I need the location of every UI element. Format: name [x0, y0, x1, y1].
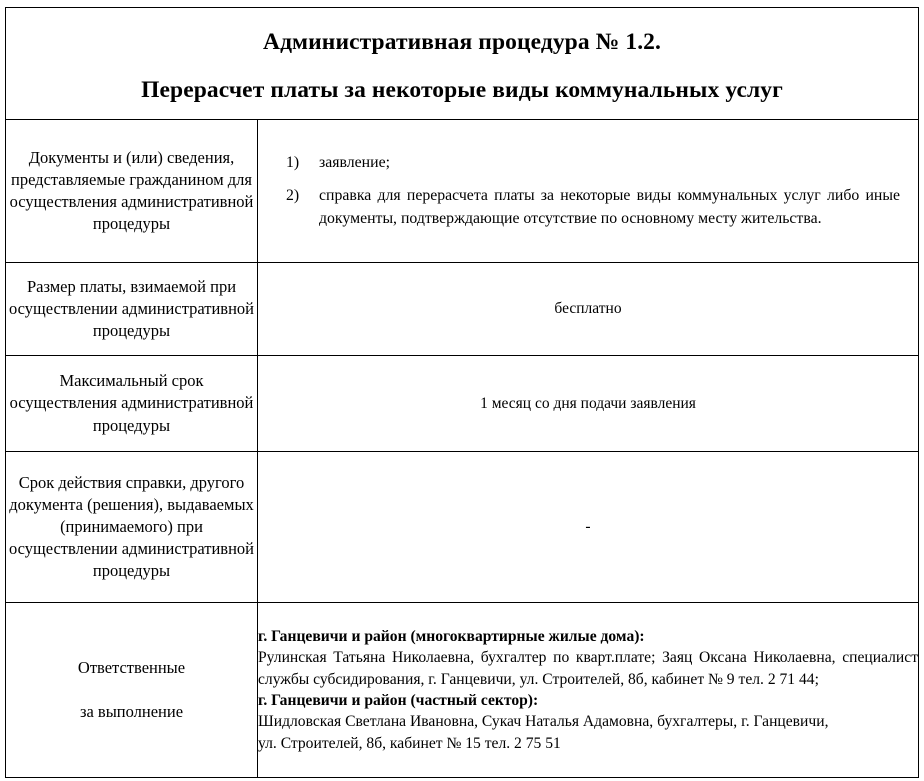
table-row: [6, 452, 919, 603]
row-value-max-term: [258, 356, 919, 452]
row-label-text-line-1: Ответственные: [77, 657, 186, 677]
table-header-row: [6, 8, 919, 120]
row-value-responsible: [258, 603, 919, 778]
list-item: справка для перерасчета платы за некоторые виды коммунальных услуг либо иные документы, подтверждающие отсутствие по основному месту жительства.: [319, 187, 901, 227]
row-label-text: Документы и (или) сведения, представляемые гражданином для осуществления административной процедуры: [9, 147, 254, 234]
document-title-cell: [6, 8, 919, 120]
table-row: [6, 120, 919, 263]
page-title: Административная процедура № 1.2.: [263, 28, 662, 55]
page-subtitle: Перерасчет платы за некоторые виды коммунальных услуг: [141, 76, 783, 103]
row-value-documents: [258, 120, 919, 263]
row-label-text: Максимальный срок осуществления административной процедуры: [9, 371, 254, 435]
row-value-fee: [258, 263, 919, 356]
table-row: [6, 603, 919, 778]
responsible-block-heading: г. Ганцевичи и район (многоквартирные жилые дома):: [258, 627, 645, 645]
row-label-validity: [6, 452, 258, 603]
row-value-validity: [258, 452, 919, 603]
validity-value: -: [585, 518, 591, 536]
table-row: [6, 356, 919, 452]
max-term-value: 1 месяц со дня подачи заявления: [480, 394, 696, 412]
responsible-block-body: Рулинская Татьяна Николаевна, бухгалтер по кварт.плате; Заяц Оксана Николаевна, специалист службы субсидирования, г. Ганцевичи, ул. Строителей, 8б, кабинет № 9 тел. 2 71 44;: [258, 649, 919, 688]
row-label-documents: [6, 120, 258, 263]
row-label-text: Срок действия справки, другого документа (решения), выдаваемых (принимаемого) при осуществлении административной процедуры: [8, 472, 254, 581]
row-label-max-term: [6, 356, 258, 452]
documents-list: [272, 152, 900, 230]
responsible-block-tail: ул. Строителей, 8б, кабинет № 15 тел. 2 75 51: [258, 734, 561, 752]
responsible-block-heading: г. Ганцевичи и район (частный сектор):: [258, 692, 539, 709]
row-label-responsible: [6, 603, 258, 778]
list-item: заявление;: [319, 153, 390, 171]
row-label-text-line-2: за выполнение: [79, 702, 184, 721]
fee-value: бесплатно: [554, 300, 622, 318]
table-row: [6, 263, 919, 356]
row-label-fee: [6, 263, 258, 356]
administrative-procedure-table: [5, 7, 919, 778]
responsible-block-body: Шидловская Светлана Ивановна, Сукач Наталья Адамовна, бухгалтеры, г. Ганцевичи,: [258, 713, 829, 731]
row-label-text: Размер платы, взимаемой при осуществлении административной процедуры: [8, 276, 254, 341]
